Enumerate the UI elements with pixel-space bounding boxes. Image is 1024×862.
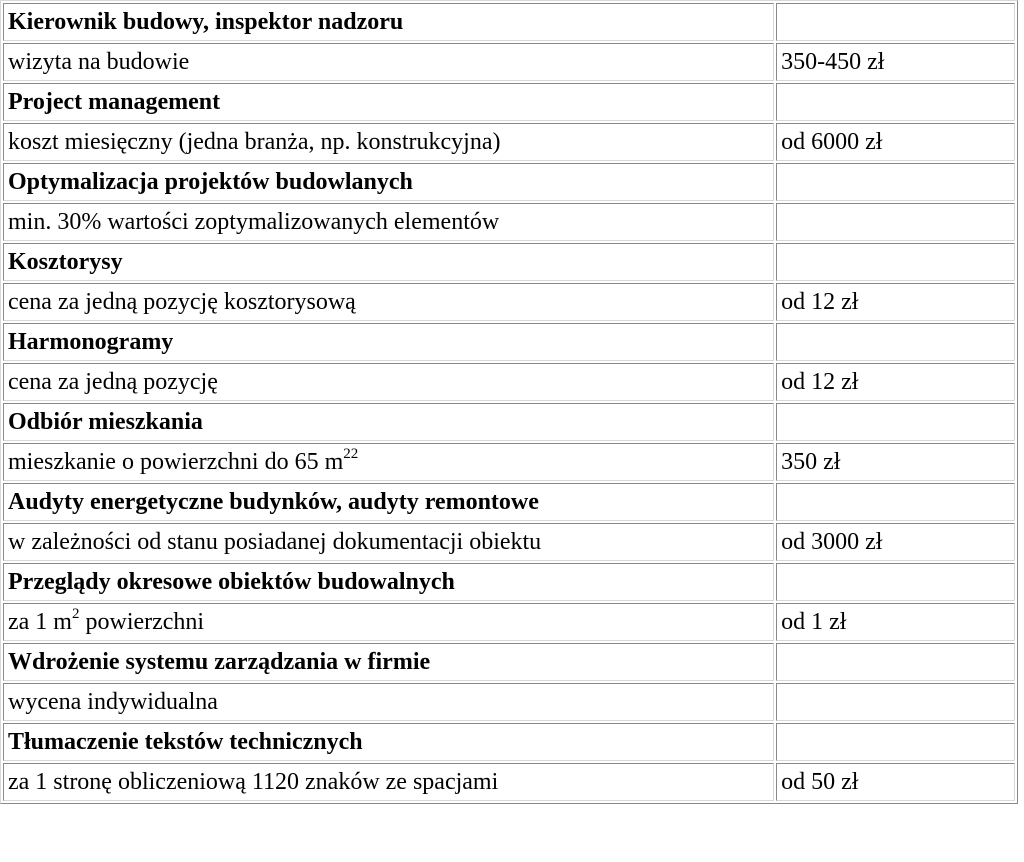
item-description xyxy=(3,123,774,161)
description-text: Harmonogramy xyxy=(8,329,174,355)
description-text: Przeglądy okresowe obiektów budowalnych xyxy=(8,569,455,595)
description-text: Optymalizacja projektów budowlanych xyxy=(8,169,413,195)
description-text: za 1 stronę obliczeniową 1120 znaków ze spacjami xyxy=(8,769,499,795)
price-cell xyxy=(776,323,1015,361)
price-cell xyxy=(776,403,1015,441)
description-text: Kierownik budowy, inspektor nadzoru xyxy=(8,9,404,35)
description-text: Odbiór mieszkania xyxy=(8,409,203,435)
description-text: w zależności od stanu posiadanej dokumentacji obiektu xyxy=(8,529,542,555)
item-description xyxy=(3,203,774,241)
price-cell: od 3000 zł xyxy=(776,523,1015,561)
section-heading-row xyxy=(3,163,1015,201)
price-row xyxy=(3,203,1015,241)
price-row xyxy=(3,763,1015,801)
item-description xyxy=(3,283,774,321)
section-title xyxy=(3,163,774,201)
description-text: Wdrożenie systemu zarządzania w firmie xyxy=(8,649,431,675)
section-heading-row xyxy=(3,403,1015,441)
item-description xyxy=(3,43,774,81)
description-text: Tłumaczenie tekstów technicznych xyxy=(8,729,363,755)
price-cell: od 12 zł xyxy=(776,363,1015,401)
price-cell xyxy=(776,83,1015,121)
section-title xyxy=(3,3,774,41)
section-heading-row xyxy=(3,643,1015,681)
price-cell xyxy=(776,163,1015,201)
price-cell: 350 zł xyxy=(776,443,1015,481)
item-description xyxy=(3,523,774,561)
price-row xyxy=(3,123,1015,161)
price-cell: od 1 zł xyxy=(776,603,1015,641)
description-text: wizyta na budowie xyxy=(8,49,190,75)
item-description xyxy=(3,443,774,481)
section-title xyxy=(3,243,774,281)
description-text: Audyty energetyczne budynków, audyty remontowe xyxy=(8,489,539,515)
description-text: wycena indywidualna xyxy=(8,689,218,715)
section-title xyxy=(3,563,774,601)
item-description xyxy=(3,763,774,801)
price-cell xyxy=(776,203,1015,241)
description-text-suffix: powierzchni xyxy=(79,609,205,635)
section-heading-row xyxy=(3,483,1015,521)
item-description xyxy=(3,363,774,401)
superscript: 2 xyxy=(71,606,80,622)
price-cell: od 50 zł xyxy=(776,763,1015,801)
description-text: cena za jedną pozycję kosztorysową xyxy=(8,289,356,315)
section-heading-row xyxy=(3,3,1015,41)
section-title xyxy=(3,723,774,761)
price-cell: od 12 zł xyxy=(776,283,1015,321)
section-title xyxy=(3,83,774,121)
description-text: mieszkanie o powierzchni do 65 m xyxy=(8,449,344,475)
price-row xyxy=(3,363,1015,401)
section-heading-row xyxy=(3,323,1015,361)
price-row xyxy=(3,283,1015,321)
section-title xyxy=(3,643,774,681)
section-title xyxy=(3,323,774,361)
superscript: 22 xyxy=(343,446,359,462)
price-cell xyxy=(776,563,1015,601)
description-text: Kosztorysy xyxy=(8,249,123,275)
price-cell xyxy=(776,723,1015,761)
description-text: za 1 m xyxy=(8,609,72,635)
description-text: koszt miesięczny (jedna branża, np. konstrukcyjna) xyxy=(8,129,501,155)
price-row xyxy=(3,43,1015,81)
section-heading-row xyxy=(3,243,1015,281)
description-text: min. 30% wartości zoptymalizowanych elementów xyxy=(8,209,500,235)
item-description xyxy=(3,603,774,641)
price-row xyxy=(3,443,1015,481)
section-heading-row xyxy=(3,723,1015,761)
price-cell xyxy=(776,483,1015,521)
description-text: cena za jedną pozycję xyxy=(8,369,218,395)
section-title xyxy=(3,403,774,441)
section-heading-row xyxy=(3,563,1015,601)
price-cell xyxy=(776,683,1015,721)
price-cell: od 6000 zł xyxy=(776,123,1015,161)
price-row xyxy=(3,683,1015,721)
price-cell: 350-450 zł xyxy=(776,43,1015,81)
price-row xyxy=(3,603,1015,641)
price-cell xyxy=(776,643,1015,681)
price-cell xyxy=(776,243,1015,281)
section-title xyxy=(3,483,774,521)
description-text: Project management xyxy=(8,89,221,115)
price-row xyxy=(3,523,1015,561)
price-cell xyxy=(776,3,1015,41)
item-description xyxy=(3,683,774,721)
price-table-body xyxy=(3,3,1015,801)
section-heading-row xyxy=(3,83,1015,121)
